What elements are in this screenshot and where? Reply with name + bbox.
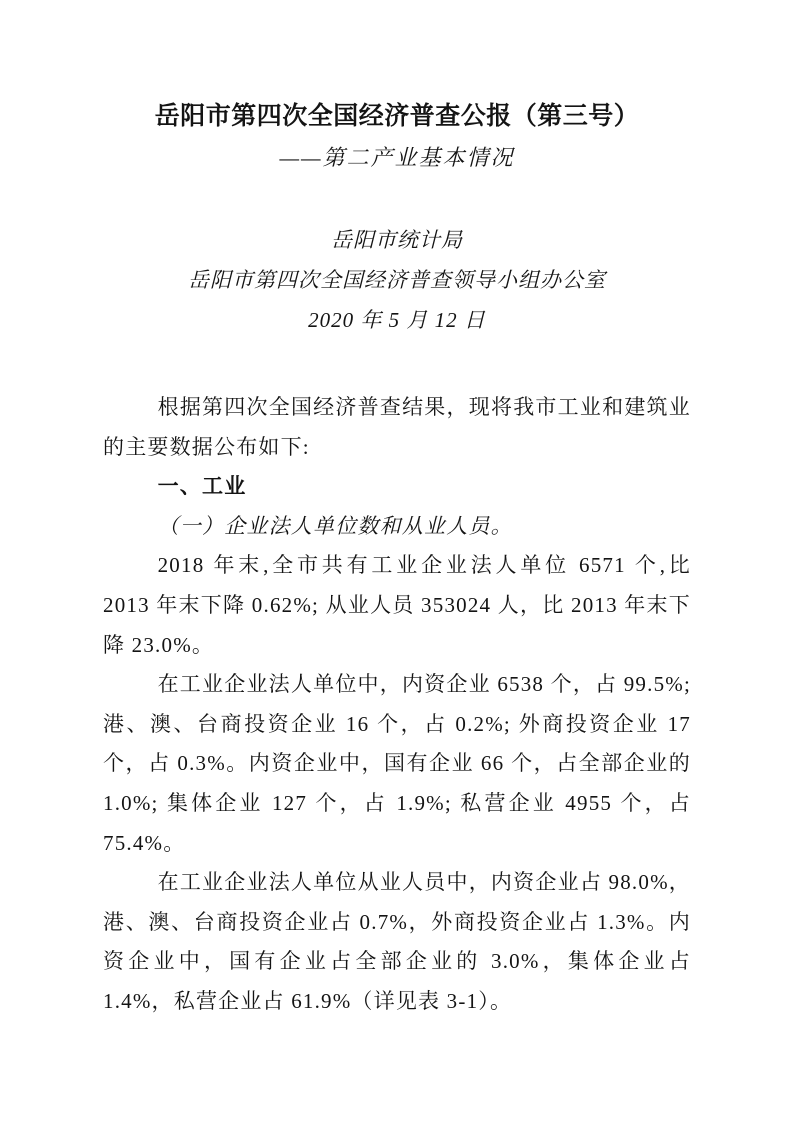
section-heading-industry: 一、工业 bbox=[157, 475, 247, 499]
document-subtitle: ——第二产业基本情况 bbox=[279, 145, 515, 170]
intro-paragraph: 根据第四次全国经济普查结果，现将我市工业和建筑业的主要数据公布如下: bbox=[103, 395, 691, 459]
document-body bbox=[103, 388, 691, 1022]
issuer-line-census-office: 岳阳市第四次全国经济普查领导小组办公室 bbox=[188, 268, 606, 292]
subsection-heading-legal-entities: （一）企业法人单位数和从业人员。 bbox=[157, 513, 513, 538]
document-title: 岳阳市第四次全国经济普查公报（第三号） bbox=[154, 103, 640, 130]
paragraph-enterprise-breakdown: 在工业企业法人单位中，内资企业 6538 个，占 99.5%; 港、澳、台商投资企业 16 个，占 0.2%; 外商投资企业 17 个，占 0.3%。内资企业中，国有企业 66 个，占全部企业的 1.0%; 集体企业 127 个，占 1.9%; 私营企业 4955 个，占 75.4%。 bbox=[103, 672, 691, 855]
issuer-block bbox=[103, 220, 691, 340]
paragraph-enterprise-counts: 2018 年末,全市共有工业企业法人单位 6571 个,比 2013 年末下降 0.62%; 从业人员 353024 人，比 2013 年末下降 23.0%。 bbox=[103, 553, 691, 657]
paragraph-employment-breakdown: 在工业企业法人单位从业人员中，内资企业占 98.0%，港、澳、台商投资企业占 0.7%，外商投资企业占 1.3%。内资企业中，国有企业占全部企业的 3.0%，集体企业占 1.4%，私营企业占 61.9%（详见表 3-1）。 bbox=[103, 870, 691, 1013]
publication-date: 2020 年 5 月 12 日 bbox=[308, 308, 486, 332]
issuer-line-statistics-bureau: 岳阳市统计局 bbox=[331, 228, 463, 252]
